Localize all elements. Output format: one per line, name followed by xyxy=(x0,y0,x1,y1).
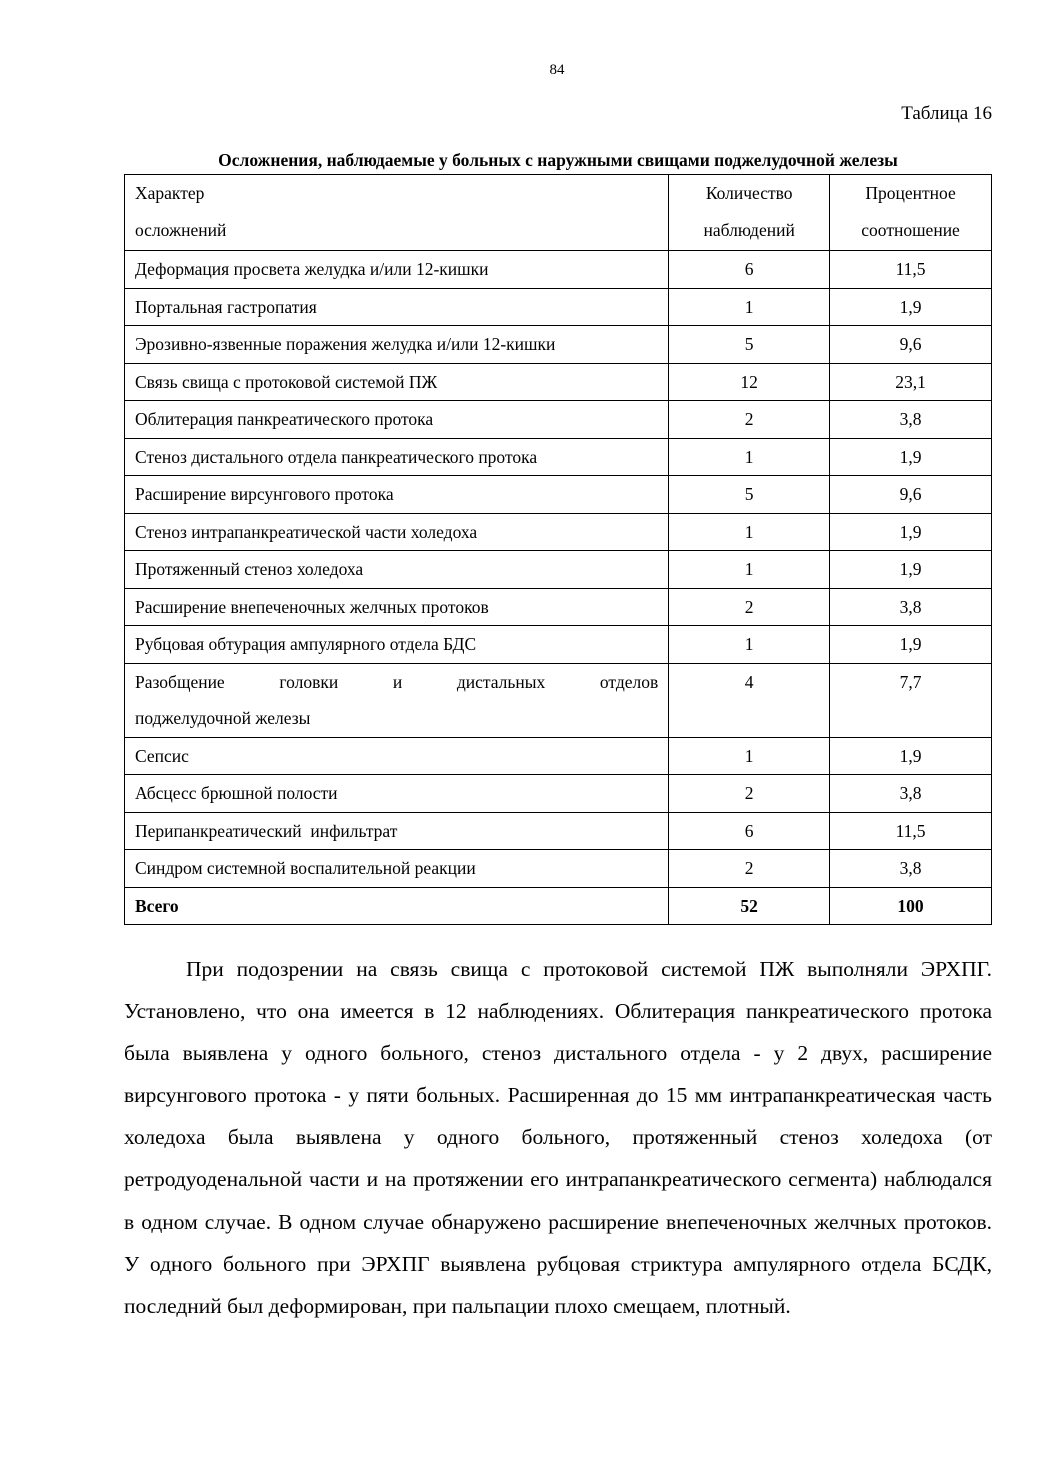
table-row xyxy=(125,438,992,476)
cell-percent: 3,8 xyxy=(830,401,992,439)
cell-complication-line: поджелудочной железы xyxy=(135,708,311,728)
table-label: Таблица 16 xyxy=(901,103,992,124)
cell-complication: Стеноз дистального отдела панкреатического протока xyxy=(125,438,669,476)
cell-percent: 3,8 xyxy=(830,850,992,888)
table-row xyxy=(125,663,992,737)
header-text: Характер xyxy=(135,183,205,203)
cell-percent: 11,5 xyxy=(830,251,992,289)
cell-count: 2 xyxy=(669,850,830,888)
table-row xyxy=(125,476,992,514)
header-text: соотношение xyxy=(861,219,960,240)
cell-percent: 1,9 xyxy=(830,438,992,476)
cell-count: 1 xyxy=(669,438,830,476)
cell-percent: 11,5 xyxy=(830,812,992,850)
total-label: Всего xyxy=(125,887,669,925)
cell-percent: 7,7 xyxy=(830,663,992,737)
cell-complication: Облитерация панкреатического протока xyxy=(125,401,669,439)
cell-count: 6 xyxy=(669,251,830,289)
cell-complication: Портальная гастропатия xyxy=(125,288,669,326)
table-row xyxy=(125,812,992,850)
header-text: Количество xyxy=(705,183,793,203)
cell-count: 1 xyxy=(669,288,830,326)
cell-percent: 1,9 xyxy=(830,288,992,326)
cell-complication: Абсцесс брюшной полости xyxy=(125,775,669,813)
body-paragraph: При подозрении на связь свища с протоковой системой ПЖ выполняли ЭРХПГ. Установлено, что она имеется в 12 наблюдениях. Облитерация панкреатического протока была выявлена у одного больного, стеноз дистального отдела - у 2 двух, расширение вирсунгового протока - у пяти больных. Расширенная до 15 мм интрапанкреатическая часть холедоха была выявлена у одного больного, протяженный стеноз холедоха (от ретродуоденальной части и на протяжении его интрапанкреатического сегмента) наблюдался в одном случае. В одном случае обнаружено расширение внепеченочных желчных протоков. У одного больного при ЭРХПГ выявлена рубцовая стриктура ампулярного отдела БСДК, последний был деформирован, при пальпации плохо смещаем, плотный. xyxy=(124,957,992,1318)
table-row xyxy=(125,513,992,551)
cell-percent: 1,9 xyxy=(830,551,992,589)
cell-percent: 1,9 xyxy=(830,513,992,551)
table-total-row xyxy=(125,887,992,925)
header-cell-count xyxy=(669,175,830,251)
table-row xyxy=(125,737,992,775)
header-text: осложнений xyxy=(135,219,227,240)
cell-count: 2 xyxy=(669,775,830,813)
cell-complication-line: Разобщение головки и дистальных отделов xyxy=(135,671,659,692)
cell-complication: Расширение вирсунгового протока xyxy=(125,476,669,514)
cell-complication xyxy=(125,663,669,737)
cell-count: 5 xyxy=(669,326,830,364)
cell-complication: Перипанкреатический инфильтрат xyxy=(125,812,669,850)
cell-complication: Сепсис xyxy=(125,737,669,775)
cell-count: 1 xyxy=(669,626,830,664)
cell-percent: 9,6 xyxy=(830,476,992,514)
cell-complication: Расширение внепеченочных желчных протоков xyxy=(125,588,669,626)
cell-percent: 3,8 xyxy=(830,775,992,813)
page-number: 84 xyxy=(549,62,565,78)
cell-complication: Протяженный стеноз холедоха xyxy=(125,551,669,589)
cell-count: 12 xyxy=(669,363,830,401)
cell-count: 1 xyxy=(669,513,830,551)
table-row xyxy=(125,288,992,326)
cell-complication: Стеноз интрапанкреатической части холедоха xyxy=(125,513,669,551)
table-row xyxy=(125,363,992,401)
table-row xyxy=(125,401,992,439)
header-text: наблюдений xyxy=(703,219,795,240)
header-cell-complication xyxy=(125,175,669,251)
cell-percent: 1,9 xyxy=(830,626,992,664)
header-cell-percent xyxy=(830,175,992,251)
total-count: 52 xyxy=(669,887,830,925)
cell-count: 1 xyxy=(669,737,830,775)
cell-complication: Рубцовая обтурация ампулярного отдела БДС xyxy=(125,626,669,664)
table-row xyxy=(125,251,992,289)
table-row xyxy=(125,326,992,364)
table-row xyxy=(125,626,992,664)
cell-count: 5 xyxy=(669,476,830,514)
cell-percent: 3,8 xyxy=(830,588,992,626)
cell-percent: 9,6 xyxy=(830,326,992,364)
table-row xyxy=(125,775,992,813)
cell-complication: Синдром системной воспалительной реакции xyxy=(125,850,669,888)
cell-count: 4 xyxy=(669,663,830,737)
total-percent: 100 xyxy=(830,887,992,925)
cell-count: 1 xyxy=(669,551,830,589)
cell-complication: Эрозивно-язвенные поражения желудка и/или 12-кишки xyxy=(125,326,669,364)
cell-complication: Связь свища с протоковой системой ПЖ xyxy=(125,363,669,401)
cell-count: 6 xyxy=(669,812,830,850)
table-caption: Осложнения, наблюдаемые у больных с наружными свищами поджелудочной железы xyxy=(218,150,898,170)
table-row xyxy=(125,588,992,626)
header-text: Процентное xyxy=(865,183,956,203)
cell-count: 2 xyxy=(669,401,830,439)
table-header-row xyxy=(125,175,992,251)
table-row xyxy=(125,551,992,589)
cell-percent: 1,9 xyxy=(830,737,992,775)
cell-count: 2 xyxy=(669,588,830,626)
cell-percent: 23,1 xyxy=(830,363,992,401)
cell-complication: Деформация просвета желудка и/или 12-кишки xyxy=(125,251,669,289)
complications-table xyxy=(124,174,992,925)
table-row xyxy=(125,850,992,888)
